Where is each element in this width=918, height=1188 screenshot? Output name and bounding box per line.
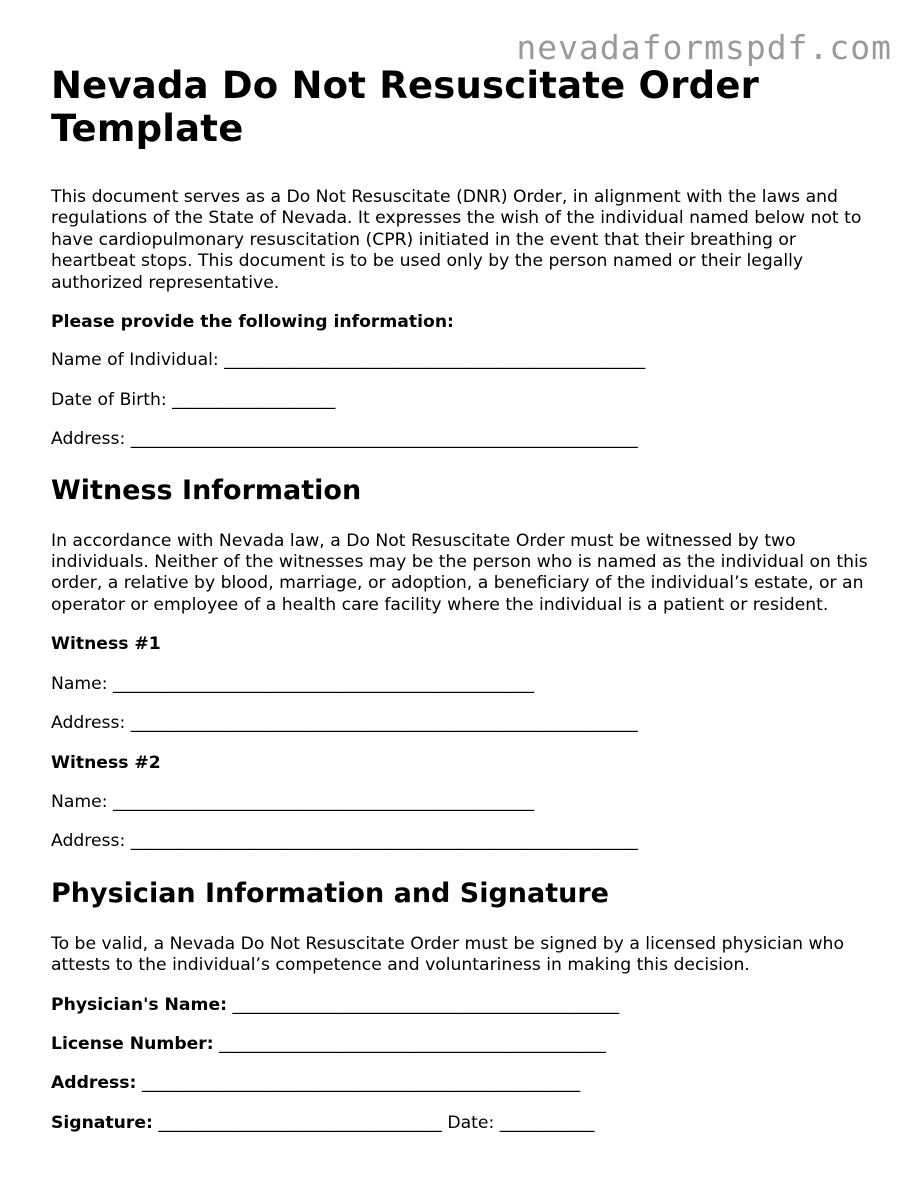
witness-1-name-label: Name:: [51, 673, 108, 694]
date-of-birth-field[interactable]: [51, 390, 881, 411]
date-of-birth-label: Date of Birth:: [51, 389, 167, 410]
physician-description: To be valid, a Nevada Do Not Resuscitate Order must be signed by a licensed physician who attests to the individual’s competence and voluntariness in making this decision.: [51, 933, 844, 976]
individual-name-field[interactable]: [51, 350, 881, 371]
intro-paragraph: This document serves as a Do Not Resuscitate (DNR) Order, in alignment with the laws and regulations of the State of Nevada. It expresses the wish of the individual named below not to have cardiopulmonary resuscitation (CPR) initiated in the event that their breathing or heartbeat stops. This document is to be used only by the person named or their legally authorized representative.: [51, 187, 862, 293]
info-prompt: Please provide the following information:: [51, 312, 454, 333]
watermark: nevadaformspdf.com: [516, 28, 892, 67]
signature-label: Signature:: [51, 1112, 153, 1133]
physician-section-heading: Physician Information and Signature: [51, 877, 609, 909]
physician-name-field[interactable]: [51, 995, 881, 1016]
witness-2-address-field[interactable]: [51, 831, 881, 852]
date-label: Date:: [447, 1112, 495, 1133]
license-number-label: License Number:: [51, 1033, 214, 1054]
witness-2-name-label: Name:: [51, 791, 108, 812]
individual-address-line[interactable]: ___________________________________________________________: [130, 429, 638, 450]
witness-1-label: Witness #1: [51, 634, 161, 655]
individual-name-line[interactable]: _________________________________________________: [224, 350, 646, 371]
individual-name-label: Name of Individual:: [51, 350, 219, 371]
physician-name-line[interactable]: _____________________________________________: [232, 994, 620, 1015]
physician-address-field[interactable]: [51, 1073, 881, 1094]
signature-field[interactable]: [51, 1113, 881, 1134]
document-title: Nevada Do Not Resuscitate Order Template: [51, 64, 760, 150]
witness-1-address-field[interactable]: [51, 713, 881, 734]
individual-address-label: Address:: [51, 429, 126, 450]
witness-description: In accordance with Nevada law, a Do Not Resuscitate Order must be witnessed by two individuals. Neither of the witnesses may be the person who is named as the individual on this order, a relative by blood, marriage, or adoption, a beneficiary of the individual’s estate, or an operator or employee of a health care facility where the individual is a patient or resident.: [51, 530, 868, 615]
document-body: [51, 64, 881, 1134]
witness-1-address-line[interactable]: ___________________________________________________________: [130, 713, 638, 734]
physician-name-label: Physician's Name:: [51, 994, 227, 1015]
witness-1-name-line[interactable]: _________________________________________________: [112, 673, 535, 694]
individual-address-field[interactable]: [51, 429, 881, 450]
witness-2-name-field[interactable]: [51, 792, 881, 813]
date-line[interactable]: ___________: [499, 1112, 595, 1133]
witness-1-address-label: Address:: [51, 713, 126, 734]
witness-2-address-label: Address:: [51, 831, 126, 852]
witness-2-address-line[interactable]: ___________________________________________________________: [130, 831, 638, 852]
signature-line[interactable]: _________________________________: [158, 1112, 442, 1133]
witness-2-label: Witness #2: [51, 752, 161, 773]
license-number-field[interactable]: [51, 1034, 881, 1055]
witness-section-heading: Witness Information: [51, 474, 362, 506]
physician-address-line[interactable]: ___________________________________________________: [141, 1073, 581, 1094]
witness-2-name-line[interactable]: _________________________________________________: [112, 791, 535, 812]
physician-address-label: Address:: [51, 1073, 137, 1094]
witness-1-name-field[interactable]: [51, 674, 881, 695]
license-number-line[interactable]: _____________________________________________: [219, 1033, 606, 1054]
date-of-birth-line[interactable]: ___________________: [172, 389, 336, 410]
